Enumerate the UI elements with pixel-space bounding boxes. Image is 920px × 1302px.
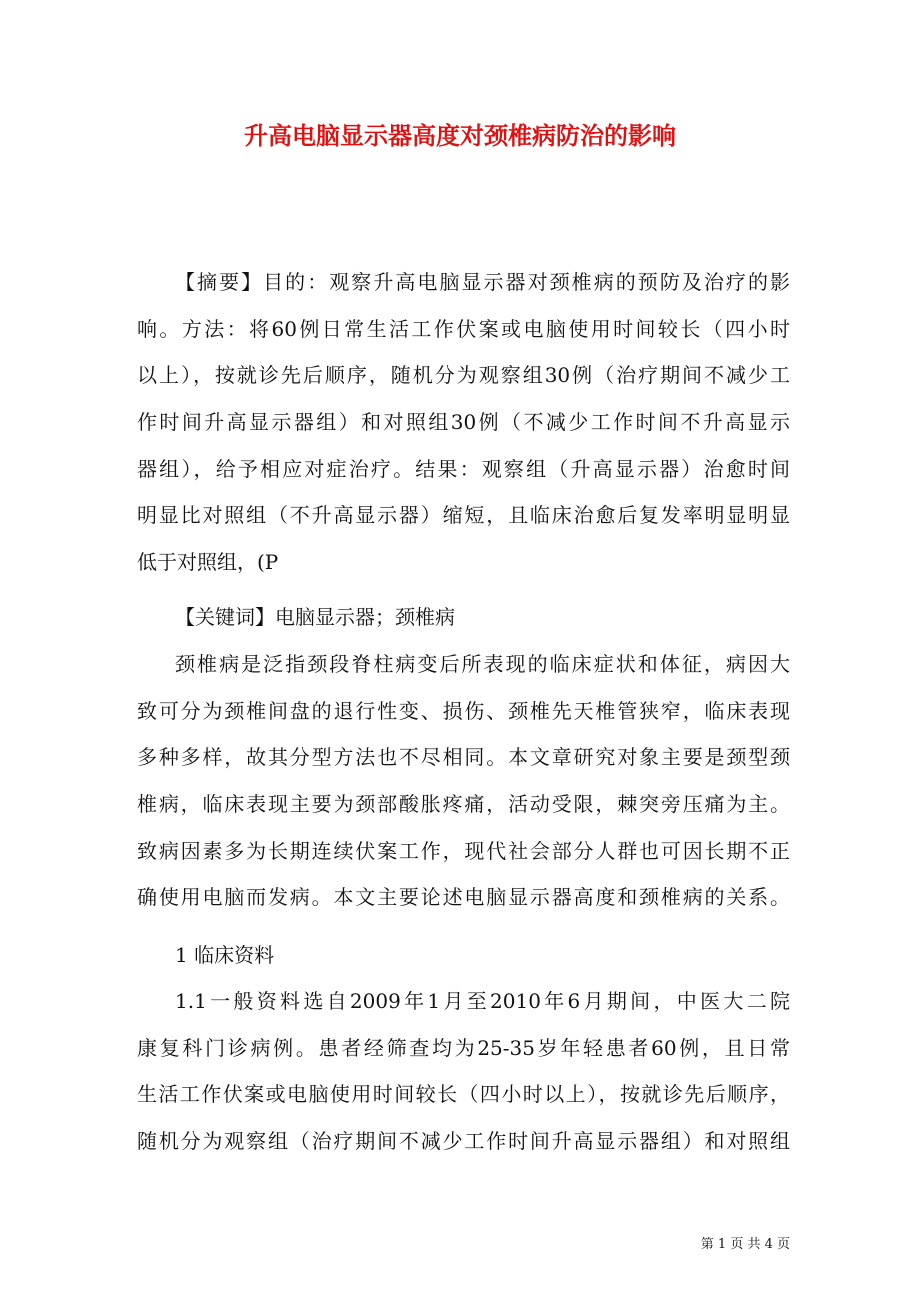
abstract-line: 响。方法：将60例日常生活工作伏案或电脑使用时间较长（四小时 bbox=[137, 316, 790, 341]
abstract bbox=[137, 259, 790, 586]
document-title: 升高电脑显示器高度对颈椎病防治的影响 bbox=[244, 121, 676, 150]
paragraph-line: 致可分为颈椎间盘的退行性变、损伤、颈椎先天椎管狭窄，临床表现 bbox=[137, 698, 790, 723]
paragraph-line: 致病因素多为长期连续伏案工作，现代社会部分人群也可因长期不正 bbox=[137, 838, 790, 863]
paragraph-line: 1.1一般资料选自2009年1月至2010年6月期间，中医大二院 bbox=[175, 989, 790, 1013]
intro-paragraph bbox=[137, 641, 790, 921]
abstract-line: 明显比对照组（不升高显示器）缩短，且临床治愈后复发率明显明显 bbox=[137, 503, 790, 528]
keywords-line: 【关键词】电脑显示器；颈椎病 bbox=[175, 605, 455, 629]
paragraph-line: 确使用电脑而发病。本文主要论述电脑显示器高度和颈椎病的关系。 bbox=[137, 885, 790, 910]
paragraph-line: 随机分为观察组（治疗期间不减少工作时间升高显示器组）和对照组 bbox=[137, 1129, 790, 1154]
section-heading-block bbox=[137, 932, 790, 979]
paragraph-line: 生活工作伏案或电脑使用时间较长（四小时以上），按就诊先后顺序， bbox=[137, 1082, 790, 1107]
paragraph-line: 颈椎病是泛指颈段脊柱病变后所表现的临床症状和体征，病因大 bbox=[175, 652, 790, 676]
keywords bbox=[137, 594, 790, 641]
abstract-line: 器组），给予相应对症治疗。结果：观察组（升高显示器）治愈时间 bbox=[137, 456, 790, 481]
abstract-line: 以上），按就诊先后顺序，随机分为观察组30例（治疗期间不减少工 bbox=[137, 363, 790, 388]
abstract-line: 【摘要】目的：观察升高电脑显示器对颈椎病的预防及治疗的影 bbox=[175, 270, 790, 294]
paragraph-line: 椎病，临床表现主要为颈部酸胀疼痛，活动受限，棘突旁压痛为主。 bbox=[137, 792, 790, 817]
page-number: 第 1 页 共 4 页 bbox=[700, 1237, 790, 1252]
paragraph-line: 多种多样，故其分型方法也不尽相同。本文章研究对象主要是颈型颈 bbox=[137, 745, 790, 770]
section-paragraph bbox=[137, 978, 790, 1165]
paragraph-line: 康复科门诊病例。患者经筛查均为25-35岁年轻患者60例，且日常 bbox=[137, 1035, 790, 1060]
abstract-line: 低于对照组，(P bbox=[137, 550, 279, 575]
section-heading: 1 临床资料 bbox=[175, 943, 275, 967]
abstract-line: 作时间升高显示器组）和对照组30例（不减少工作时间不升高显示 bbox=[137, 410, 790, 435]
